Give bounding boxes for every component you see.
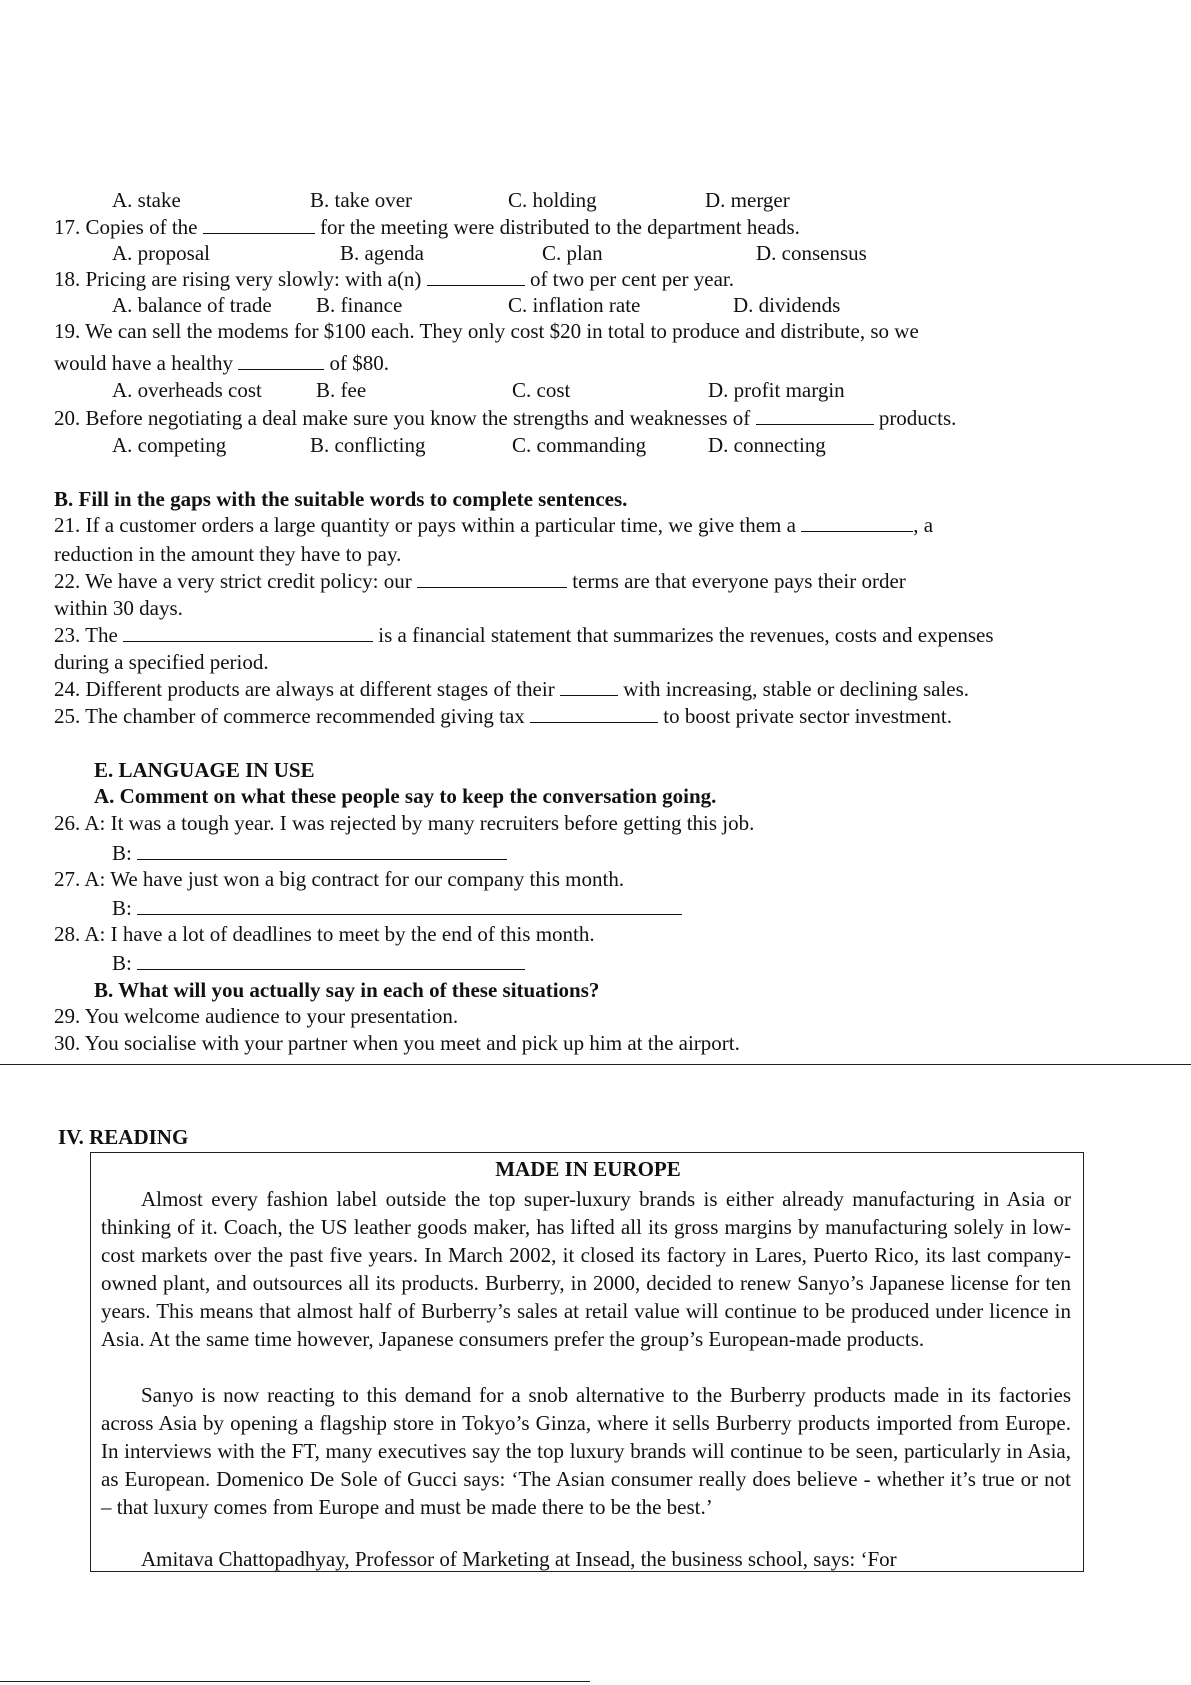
question-17 <box>54 214 800 240</box>
q27-number: 27. <box>54 867 81 891</box>
question-20 <box>54 405 956 431</box>
q23-blank[interactable] <box>123 623 373 642</box>
q20-option-d: D. connecting <box>708 433 826 457</box>
q28-number: 28. <box>54 922 81 946</box>
q18-text-before: Pricing are rising very slowly: with a(n) <box>85 267 422 291</box>
question-29 <box>54 1003 458 1029</box>
question-21 <box>54 512 933 538</box>
q27-answer-line[interactable] <box>137 896 682 915</box>
q20-number: 20. <box>54 406 81 430</box>
q17-text-after: for the meeting were distributed to the department heads. <box>319 215 800 239</box>
q22-blank[interactable] <box>417 569 567 588</box>
q21-text-before: If a customer orders a large quantity or pays within a particular time, we give them a <box>85 513 796 537</box>
q21-text-after: , a <box>913 513 934 537</box>
section-b-heading: B. Fill in the gaps with the suitable words to complete sentences. <box>54 487 628 511</box>
q27-speaker-b: B: <box>112 896 132 920</box>
question-23 <box>54 622 994 648</box>
q26-number: 26. <box>54 811 81 835</box>
q25-blank[interactable] <box>530 704 658 723</box>
question-26 <box>54 810 754 836</box>
q21-blank[interactable] <box>801 513 913 532</box>
q20-text-after: products. <box>878 406 957 430</box>
q22-continuation: within 30 days. <box>54 596 183 620</box>
q28-speaker-b: B: <box>112 951 132 975</box>
passage-paragraph-1: Almost every fashion label outside the top super-luxury brands is either already manufacturing in Asia or thinking of it. Coach, the US leather goods maker, has lifted all its gross margins by manufacturing solely in low-cost markets over the past five years. In March 2002, it closed its factory in Lares, Puerto Rico, its last company-owned plant, and outsources all its products. Burberry, in 2000, decided to renew Sanyo’s Japanese license for ten years. This means that almost half of Burberry’s sales at retail value will continue to be produced under licence in Asia. At the same time however, Japanese consumers prefer the group’s European-made products. <box>101 1187 1071 1351</box>
q22-text-after: terms are that everyone pays their order <box>572 569 906 593</box>
q25-text-before: The chamber of commerce recommended giving tax <box>85 704 525 728</box>
q20-option-b: B. conflicting <box>310 433 426 457</box>
q20-option-a: A. competing <box>112 433 227 457</box>
q16-option-d: D. merger <box>705 188 790 212</box>
q18-blank[interactable] <box>427 267 525 286</box>
q19-option-d: D. profit margin <box>708 378 845 402</box>
q18-option-d: D. dividends <box>733 293 841 317</box>
section-divider <box>0 1064 1191 1065</box>
q20-blank[interactable] <box>756 406 874 425</box>
question-25 <box>54 703 952 729</box>
passage-paragraph-3: Amitava Chattopadhyay, Professor of Marketing at Insead, the business school, says: ‘For <box>141 1547 897 1571</box>
q17-blank[interactable] <box>203 215 315 234</box>
reading-heading: IV. READING <box>58 1125 189 1149</box>
q18-text-after: of two per cent per year. <box>529 267 735 291</box>
q17-option-d: D. consensus <box>756 241 867 265</box>
q17-option-b: B. agenda <box>340 241 424 265</box>
q19-line1: We can sell the modems for $100 each. They only cost $20 in total to produce and distribute, so we <box>85 319 919 343</box>
q24-number: 24. <box>54 677 81 701</box>
q24-text-before: Different products are always at different stages of their <box>85 677 555 701</box>
q28-response <box>112 950 525 976</box>
q22-text-before: We have a very strict credit policy: our <box>85 569 412 593</box>
q23-text-after: is a financial statement that summarizes the revenues, costs and expenses <box>378 623 994 647</box>
q26-answer-line[interactable] <box>137 841 507 860</box>
q28-speaker-a: A: I have a lot of deadlines to meet by the end of this month. <box>84 922 595 946</box>
q21-number: 21. <box>54 513 81 537</box>
q26-response <box>112 840 507 866</box>
passage-title: MADE IN EUROPE <box>495 1157 681 1181</box>
q30-text: You socialise with your partner when you meet and pick up him at the airport. <box>84 1031 740 1055</box>
q20-text-before: Before negotiating a deal make sure you know the strengths and weaknesses of <box>85 406 751 430</box>
q27-speaker-a: A: We have just won a big contract for our company this month. <box>84 867 625 891</box>
q25-text-after: to boost private sector investment. <box>663 704 952 728</box>
passage-paragraph-2: Sanyo is now reacting to this demand for a snob alternative to the Burberry products made in its factories across Asia by opening a flagship store in Tokyo’s Ginza, where it sells Burberry products imported from Europe. In interviews with the FT, many executives say the top luxury brands will continue to be seen, particularly in Asia, as European. Domenico De Sole of Gucci says: ‘The Asian consumer really does believe - whether it’s true or not – that luxury comes from Europe and must be made there to be the best.’ <box>101 1383 1071 1519</box>
q27-response <box>112 895 682 921</box>
question-19 <box>54 318 919 344</box>
question-27 <box>54 866 624 892</box>
q16-option-c: C. holding <box>508 188 597 212</box>
q17-option-c: C. plan <box>542 241 603 265</box>
question-19-cont <box>54 350 389 376</box>
q29-text: You welcome audience to your presentation. <box>84 1004 459 1028</box>
q21-continuation: reduction in the amount they have to pay. <box>54 542 402 566</box>
question-18 <box>54 266 734 292</box>
q17-number: 17. <box>54 215 81 239</box>
q23-number: 23. <box>54 623 81 647</box>
q26-speaker-b: B: <box>112 841 132 865</box>
q19-option-a: A. overheads cost <box>112 378 262 402</box>
q19-blank[interactable] <box>238 351 324 370</box>
q16-option-b: B. take over <box>310 188 413 212</box>
q17-option-a: A. proposal <box>112 241 210 265</box>
section-e-sub-b: B. What will you actually say in each of these situations? <box>94 978 600 1002</box>
question-22 <box>54 568 906 594</box>
q23-continuation: during a specified period. <box>54 650 269 674</box>
q28-answer-line[interactable] <box>137 951 525 970</box>
section-e-heading: E. LANGUAGE IN USE <box>94 758 315 782</box>
question-24 <box>54 676 969 702</box>
q26-speaker-a: A: It was a tough year. I was rejected by many recruiters before getting this job. <box>84 811 755 835</box>
q19-option-c: C. cost <box>512 378 571 402</box>
q18-option-c: C. inflation rate <box>508 293 641 317</box>
q18-number: 18. <box>54 267 81 291</box>
q16-option-a: A. stake <box>112 188 181 212</box>
section-e-sub-a: A. Comment on what these people say to keep the conversation going. <box>94 784 717 808</box>
q19-option-b: B. fee <box>316 378 367 402</box>
reading-passage-box <box>90 1152 1084 1572</box>
q24-blank[interactable] <box>560 677 618 696</box>
q19-number: 19. <box>54 319 81 343</box>
q19-text-before: would have a healthy <box>54 351 234 375</box>
q25-number: 25. <box>54 704 81 728</box>
q30-number: 30. <box>54 1031 81 1055</box>
q23-text-before: The <box>85 623 118 647</box>
bottom-edge-rule <box>0 1681 590 1682</box>
q18-option-a: A. balance of trade <box>112 293 272 317</box>
q29-number: 29. <box>54 1004 81 1028</box>
q20-option-c: C. commanding <box>512 433 647 457</box>
q22-number: 22. <box>54 569 81 593</box>
q17-text-before: Copies of the <box>85 215 198 239</box>
q18-option-b: B. finance <box>316 293 403 317</box>
question-30 <box>54 1030 740 1056</box>
q24-text-after: with increasing, stable or declining sales. <box>623 677 970 701</box>
question-28 <box>54 921 595 947</box>
q19-text-after: of $80. <box>329 351 390 375</box>
